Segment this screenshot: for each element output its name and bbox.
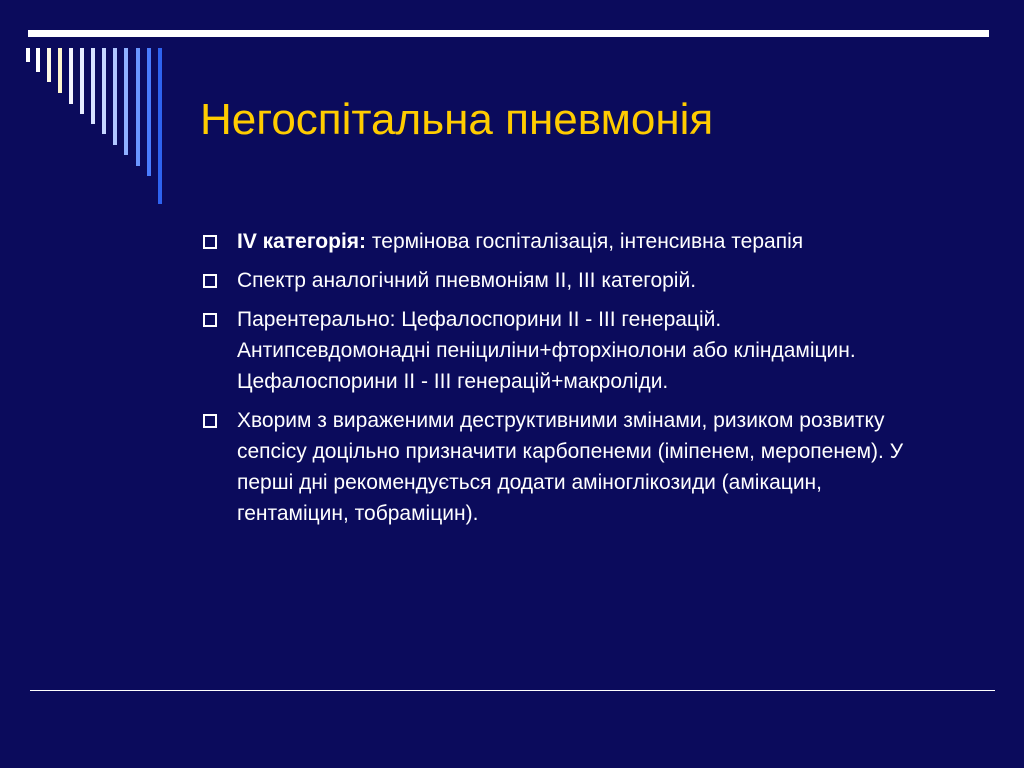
decor-bar	[158, 48, 162, 204]
decor-bar	[113, 48, 117, 145]
decor-bar	[91, 48, 95, 124]
decor-bar	[58, 48, 62, 93]
decor-bar	[147, 48, 151, 176]
bullet-list	[200, 226, 920, 537]
decor-bar	[26, 48, 30, 62]
hollow-square-icon	[203, 414, 217, 428]
bullet-item	[200, 304, 920, 397]
decor-bar	[69, 48, 73, 104]
vertical-bars-decoration	[0, 0, 180, 220]
bullet-text: термінова госпіталізація, інтенсивна терапія	[366, 230, 804, 253]
bullet-item	[200, 265, 920, 296]
slide-title: Негоспітальна пневмонія	[200, 95, 714, 144]
bullet-text: Хворим з вираженими деструктивними змінами, ризиком розвитку сепсісу доцільно призначити карбопенеми (іміпенем, меропенем). У перші дні рекомендується додати аміноглікозиди (амікацин, гентаміцин, тобраміцин).	[237, 409, 904, 525]
decor-bar	[124, 48, 128, 155]
bottom-divider	[30, 690, 995, 691]
bullet-item	[200, 226, 920, 257]
decor-bar	[102, 48, 106, 134]
decor-bar	[47, 48, 51, 82]
bullet-text: Парентерально: Цефалоспорини II - III генерацій. Антипсевдомонадні пеніциліни+фторхінолони або кліндаміцин. Цефалоспорини II - III генерацій+макроліди.	[237, 308, 856, 393]
hollow-square-icon	[203, 274, 217, 288]
decor-bar	[36, 48, 40, 72]
bullet-text: Спектр аналогічний пневмоніям II, III категорій.	[237, 269, 697, 292]
hollow-square-icon	[203, 313, 217, 327]
decor-bar	[136, 48, 140, 166]
hollow-square-icon	[203, 235, 217, 249]
bullet-lead: IV категорія:	[237, 230, 367, 253]
decor-bar	[80, 48, 84, 114]
bullet-item	[200, 405, 920, 529]
